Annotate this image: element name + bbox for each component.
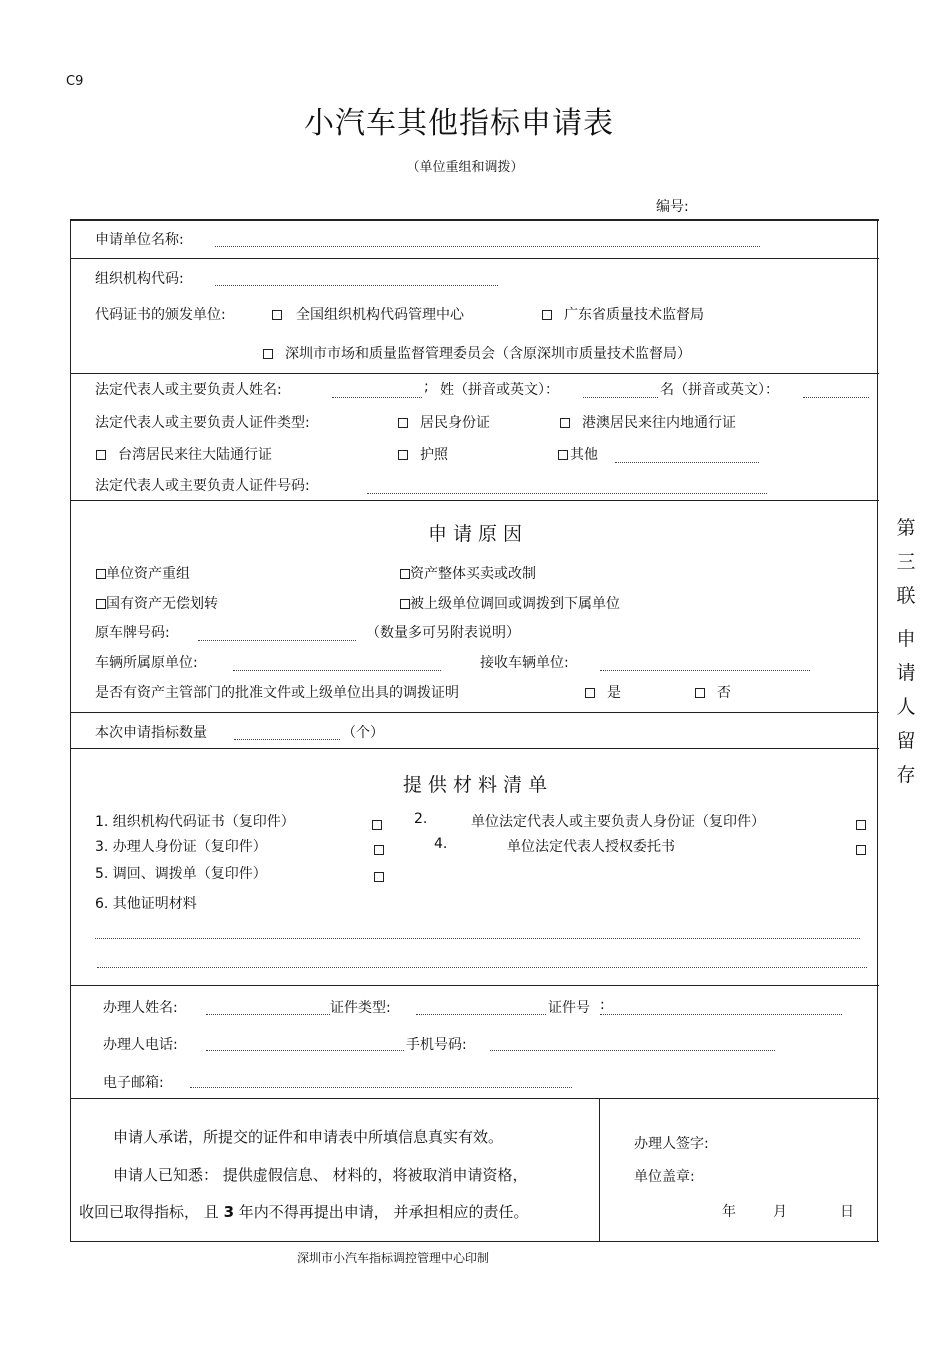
material-item-4-number: 4. (434, 836, 448, 852)
material-checkbox-1[interactable] (372, 814, 382, 833)
material-item-5: 5. 调回、调拨单（复印件） (95, 866, 267, 882)
unit-name-label: 申请单位名称: (95, 232, 184, 248)
checkbox[interactable] (263, 349, 273, 359)
plate-field[interactable] (198, 640, 356, 641)
handler-name-field[interactable] (206, 1014, 330, 1015)
side-char: 申 (896, 628, 916, 650)
orig-unit-label: 车辆所属原单位: (95, 655, 198, 671)
unit-name-field[interactable] (215, 246, 760, 247)
option-label: 被上级单位调回或调拨到下属单位 (410, 596, 620, 612)
option-label: 护照 (420, 447, 448, 463)
org-code-label: 组织机构代码: (95, 271, 184, 287)
side-char: 联 (896, 585, 916, 607)
id-number-label: 法定代表人或主要负责人证件号码: (95, 478, 310, 494)
table-top-border (70, 219, 879, 221)
side-char: 留 (896, 730, 916, 752)
date-year: 年 (722, 1204, 736, 1220)
row-divider (70, 985, 879, 986)
material-checkbox-3[interactable] (374, 839, 384, 858)
handler-phone-field[interactable] (206, 1050, 404, 1051)
option-label: 港澳居民来往内地通行证 (582, 415, 736, 431)
date-day: 日 (840, 1204, 854, 1220)
quota-unit: （个） (342, 725, 384, 741)
pledge-line-3-end: 年内不得再提出申请， 并承担相应的责任。 (238, 1203, 529, 1221)
checkbox[interactable] (542, 310, 552, 320)
recv-unit-label: 接收车辆单位: (480, 655, 569, 671)
checkbox[interactable] (96, 599, 106, 609)
surname-label: 姓（拼音或英文）： (440, 382, 559, 398)
row-divider (70, 258, 879, 259)
checkbox[interactable] (400, 569, 410, 579)
row-divider (70, 373, 879, 374)
option-label: 国有资产无偿划转 (106, 596, 218, 612)
date-month: 月 (773, 1204, 787, 1220)
rep-name-field[interactable] (332, 397, 422, 398)
cert-number-field[interactable] (600, 1014, 842, 1015)
pledge-years: 3 (223, 1203, 234, 1221)
approval-label: 是否有资产主管部门的批准文件或上级单位出具的调拨证明 (95, 685, 459, 701)
mobile-field[interactable] (490, 1050, 775, 1051)
quota-label: 本次申请指标数量 (95, 725, 207, 741)
checkbox[interactable] (398, 418, 408, 428)
recv-unit-field[interactable] (600, 670, 810, 671)
side-char: 第 (896, 517, 916, 539)
footer-printer: 深圳市小汽车指标调控管理中心印制 (297, 1251, 490, 1265)
rep-name-label: 法定代表人或主要负责人姓名: (95, 382, 282, 398)
pledge-line-3 (79, 1201, 529, 1222)
material-item-3: 3. 办理人身份证（复印件） (95, 839, 267, 855)
option-label: 资产整体买卖或改制 (410, 566, 536, 582)
side-char: 三 (896, 551, 916, 573)
id-option-resident[interactable] (398, 412, 490, 432)
page-title: 小汽车其他指标申请表 (304, 106, 614, 141)
reason-transfer[interactable] (96, 593, 218, 613)
id-option-taiwan[interactable] (96, 444, 272, 464)
option-label: 深圳市市场和质量监督管理委员会（含原深圳市质量技术监督局） (285, 346, 691, 362)
pledge-line-1: 申请人承诺，所提交的证件和申请表中所填信息真实有效。 (113, 1128, 504, 1146)
issuer-option-guangdong[interactable] (542, 304, 704, 324)
id-type-label: 法定代表人或主要负责人证件类型: (95, 415, 310, 431)
side-label-part-1 (895, 511, 917, 613)
option-label: 否 (717, 685, 731, 701)
checkbox[interactable] (272, 310, 282, 320)
option-label: 是 (607, 685, 621, 701)
pledge-line-3-start: 收回已取得指标， 且 (79, 1203, 219, 1221)
option-label: 单位资产重组 (106, 566, 190, 582)
serial-label: 编号: (656, 199, 689, 215)
id-option-hkmacao[interactable] (560, 412, 736, 432)
checkbox[interactable] (400, 599, 410, 609)
material-item-1: 1. 组织机构代码证书（复印件） (95, 814, 295, 830)
option-label: 其他 (570, 447, 598, 463)
handler-name-label: 办理人姓名: (103, 1000, 178, 1016)
issuer-option-national[interactable] (272, 304, 464, 324)
cert-number-label: 证件号 (548, 1000, 590, 1016)
row-divider (70, 1098, 879, 1099)
quota-field[interactable] (234, 739, 340, 740)
issuer-label: 代码证书的颁发单位: (95, 307, 226, 323)
plate-note: （数量多可另附表说明） (366, 625, 520, 641)
table-bottom-border (70, 1241, 879, 1242)
org-code-field[interactable] (215, 285, 498, 286)
checkbox[interactable] (96, 569, 106, 579)
side-char: 存 (896, 764, 916, 786)
surname-field[interactable] (583, 397, 658, 398)
seal-label: 单位盖章: (634, 1169, 695, 1185)
other-materials-line-1[interactable] (95, 938, 860, 939)
id-other-field[interactable] (615, 462, 759, 463)
form-code: C9 (66, 74, 84, 89)
issuer-option-shenzhen[interactable] (263, 343, 691, 363)
plate-label: 原车牌号码: (95, 625, 170, 641)
material-checkbox-2[interactable] (856, 814, 866, 833)
email-label: 电子邮箱: (103, 1075, 164, 1091)
option-label: 广东省质量技术监督局 (564, 307, 704, 323)
checkbox[interactable] (560, 418, 570, 428)
option-label: 台湾居民来往大陆通行证 (118, 447, 272, 463)
approval-no[interactable] (695, 682, 731, 702)
reason-sale[interactable] (400, 563, 536, 583)
email-field[interactable] (190, 1087, 572, 1088)
id-option-other[interactable] (558, 444, 598, 464)
mobile-label: 手机号码: (406, 1037, 467, 1053)
signature-divider (599, 1099, 600, 1241)
checkbox[interactable] (398, 450, 408, 460)
reason-heading: 申 请 原 因 (427, 523, 523, 545)
other-materials-line-2[interactable] (97, 967, 867, 968)
material-checkbox-4[interactable] (856, 839, 866, 858)
page-subtitle: （单位重组和调拨） (406, 160, 524, 175)
material-item-2: 单位法定代表人或主要负责人身份证（复印件） (471, 814, 765, 830)
row-divider (70, 712, 879, 713)
materials-heading: 提 供 材 料 清 单 (402, 774, 548, 796)
given-name-label: 名（拼音或英文）： (660, 382, 779, 398)
id-number-field[interactable] (367, 493, 767, 494)
material-item-2-number: 2. (414, 811, 428, 827)
cert-type-label: 证件类型: (330, 1000, 391, 1016)
cert-type-field[interactable] (416, 1014, 546, 1015)
reason-recall[interactable] (400, 593, 620, 613)
cert-number-colon: : (600, 997, 605, 1013)
checkbox[interactable] (558, 450, 568, 460)
row-divider (70, 500, 879, 501)
side-char: 人 (896, 696, 916, 718)
pledge-line-2: 申请人已知悉： 提供虚假信息、 材料的，将被取消申请资格， (113, 1166, 528, 1184)
material-item-4: 单位法定代表人授权委托书 (507, 839, 675, 855)
option-label: 居民身份证 (420, 415, 490, 431)
orig-unit-field[interactable] (233, 670, 441, 671)
material-checkbox-5[interactable] (374, 866, 384, 885)
option-label: 全国组织机构代码管理中心 (296, 307, 464, 323)
signature-label: 办理人签字: (634, 1136, 709, 1152)
side-label-part-2 (895, 622, 917, 792)
reason-restructure[interactable] (96, 563, 190, 583)
id-option-passport[interactable] (398, 444, 448, 464)
handler-phone-label: 办理人电话: (103, 1037, 178, 1053)
material-item-6: 6. 其他证明材料 (95, 896, 197, 912)
checkbox[interactable] (96, 450, 106, 460)
row-divider (70, 748, 879, 749)
checkbox[interactable] (695, 688, 705, 698)
checkbox[interactable] (585, 688, 595, 698)
side-char: 请 (896, 662, 916, 684)
given-name-field[interactable] (803, 397, 869, 398)
approval-yes[interactable] (585, 682, 621, 702)
separator: ; (424, 379, 429, 395)
